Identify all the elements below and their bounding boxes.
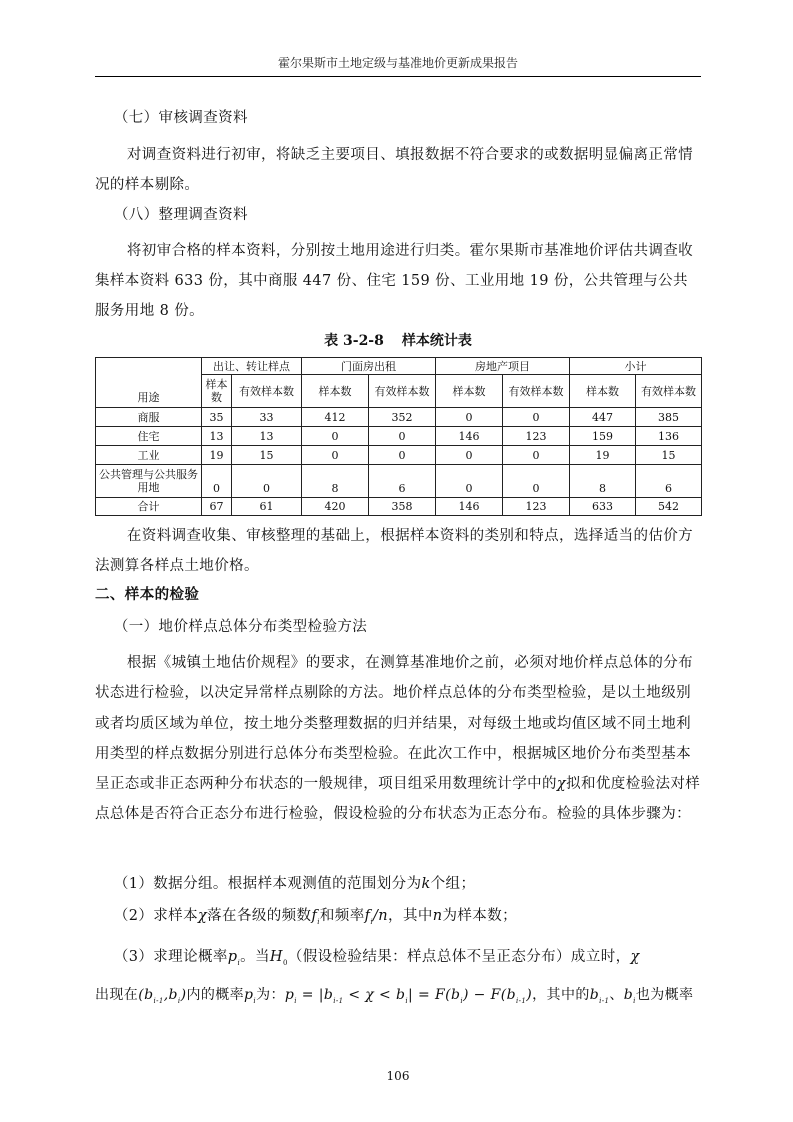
subscript: i: [405, 996, 409, 1005]
subscript: i: [633, 996, 636, 1005]
header-usage: 用途: [96, 358, 202, 408]
formula-part: p: [284, 987, 295, 1003]
separator: 、: [609, 987, 624, 1003]
table-cell: 67: [202, 498, 232, 516]
sub-header: 样本数: [436, 375, 503, 408]
table-cell: 0: [436, 465, 503, 498]
b-symbol: b: [623, 987, 634, 1003]
step-2-text: （2）求样本: [113, 908, 198, 924]
h-symbol: H: [269, 949, 283, 965]
formula-part: ): [526, 987, 533, 1003]
step-3-text: 。当: [240, 949, 270, 965]
table-cell: 0: [302, 427, 369, 446]
step-3-text: 内的概率: [186, 987, 245, 1003]
table-cell: 0: [369, 427, 436, 446]
table-caption-number: 表 3-2-8: [324, 333, 384, 349]
table-row: [96, 408, 702, 427]
k-symbol: k: [421, 876, 431, 892]
subscript: i-1: [153, 996, 164, 1005]
step-3: [95, 947, 720, 973]
chi-symbol: χ: [556, 776, 567, 793]
sub-header: 样本数: [570, 375, 636, 408]
subscript: i: [253, 996, 257, 1005]
table-cell: 146: [436, 498, 503, 516]
subscript: i: [237, 958, 241, 967]
page-header: 霍尔果斯市土地定级与基准地价更新成果报告: [95, 54, 701, 77]
row-label: 商服: [96, 408, 202, 427]
subscript: i: [370, 917, 374, 926]
step-3-text: （假设检验结果：样点总体不呈正态分布）成立时，: [287, 949, 631, 965]
table-cell: 420: [302, 498, 369, 516]
table-cell: 385: [636, 408, 702, 427]
formula-part: < χ < b: [343, 987, 406, 1003]
table-cell: 13: [202, 427, 232, 446]
table-row-total: [96, 498, 702, 516]
subscript: i-1: [599, 996, 610, 1005]
subscript: i: [460, 996, 463, 1005]
n-symbol: /n: [373, 908, 389, 924]
row-label: 公共管理与公共服务用地: [96, 465, 202, 498]
row-label: 合计: [96, 498, 202, 516]
step-2: [95, 906, 720, 932]
table-cell: 8: [570, 465, 636, 498]
subscript: i-1: [516, 996, 527, 1005]
group-header: 出让、转让样点: [202, 358, 302, 375]
table-cell: 123: [503, 427, 570, 446]
step-2-text: 落在各级的频数: [207, 908, 312, 924]
table-cell: 15: [232, 446, 302, 465]
f-symbol: f: [364, 908, 371, 924]
section-8-title: （八）整理调查资料: [113, 207, 248, 223]
paragraph-after-table: 在资料调查收集、审核整理的基础上，根据样本资料的类别和特点，选择适当的估价方法测算各样点土地价格。: [95, 528, 694, 574]
table-cell: 19: [570, 446, 636, 465]
step-3-text: （3）求理论概率: [113, 949, 228, 965]
table-cell: 447: [570, 408, 636, 427]
table-cell: 358: [369, 498, 436, 516]
table-cell: 136: [636, 427, 702, 446]
group-header: 房地产项目: [436, 358, 570, 375]
table-cell: 633: [570, 498, 636, 516]
sub-header: 有效样本数: [636, 375, 702, 408]
table-cell: 6: [369, 465, 436, 498]
group-header: 小计: [570, 358, 702, 375]
step-3-continued: [95, 985, 701, 1011]
paragraph-method: [95, 648, 701, 830]
section-8-body: 将初审合格的样本资料，分别按土地用途进行归类。霍尔果斯市基准地价评估共调查收集样本资料 633 份，其中商服 447 份、住宅 159 份、工业用地 19 份，公共管理与公共服务用地 8 份。: [95, 243, 694, 319]
group-header: 门面房出租: [302, 358, 436, 375]
table-caption-title: 样本统计表: [401, 333, 472, 349]
interval: ): [180, 987, 187, 1003]
table-row: [96, 427, 702, 446]
method-text: 根据《城镇土地估价规程》的要求，在测算基准地价之前，必须对地价样点总体的分布状态进行检验，以决定异常样点剔除的方法。地价样点总体的分布类型检验，是以土地级别或者均质区域为单位，按土地分类整理数据的归并结果，对每级土地或均值区域不同土地利用类型的样点数据分别进行总体分布类型检验。在此次工作中，根据城区地价分布类型基本呈正态或非正态两种分布状态的一般规律，项目组采用数理统计学中的: [95, 655, 694, 793]
table-cell: 8: [302, 465, 369, 498]
chi-symbol: χ: [630, 949, 640, 965]
section-7-body: 对调查资料进行初审，将缺乏主要项目、填报数据不符合要求的或数据明显偏离正常情况的样本剔除。: [95, 147, 694, 193]
sub-header: 有效样本数: [232, 375, 302, 408]
table-cell: 0: [202, 465, 232, 498]
subscript: i: [294, 996, 297, 1005]
table-cell: 123: [503, 498, 570, 516]
subheading-distribution-test: （一）地价样点总体分布类型检验方法: [113, 619, 368, 635]
subscript: i-1: [333, 996, 344, 1005]
step-1-text: （1）数据分组。根据样本观测值的范围划分为: [113, 876, 422, 892]
page-number: 106: [386, 1069, 410, 1083]
table-cell: 61: [232, 498, 302, 516]
table-cell: 352: [369, 408, 436, 427]
table-cell: 0: [302, 446, 369, 465]
step-2-text: 和频率: [319, 908, 365, 924]
n-symbol: n: [432, 908, 443, 924]
table-cell: 0: [503, 408, 570, 427]
table-caption: [95, 330, 701, 350]
sub-header: 有效样本数: [503, 375, 570, 408]
table-cell: 146: [436, 427, 503, 446]
f-symbol: f: [311, 908, 318, 924]
table-cell: 33: [232, 408, 302, 427]
subscript: i: [177, 996, 181, 1005]
formula-part: ) − F(b: [462, 987, 516, 1003]
b-symbol: b: [589, 987, 600, 1003]
sub-header: 有效样本数: [369, 375, 436, 408]
section-7-title: （七）审核调查资料: [113, 110, 248, 126]
step-3-text: 出现在: [95, 987, 139, 1003]
step-3-tail: 也为概率: [635, 987, 694, 1003]
table-cell: 0: [232, 465, 302, 498]
table-cell: 15: [636, 446, 702, 465]
row-label: 住宅: [96, 427, 202, 446]
interval: ,b: [163, 987, 178, 1003]
table-row: [96, 446, 702, 465]
step-1: [95, 874, 720, 894]
interval: (b: [138, 987, 154, 1003]
table-cell: 6: [636, 465, 702, 498]
table-row: [96, 465, 702, 498]
subscript: 0: [282, 958, 288, 967]
table-cell: 35: [202, 408, 232, 427]
table-cell: 542: [636, 498, 702, 516]
table-cell: 0: [436, 408, 503, 427]
heading-sample-test: 二、样本的检验: [95, 586, 200, 603]
step-1-tail: 个组；: [430, 876, 476, 892]
step-3-text: ，其中的: [532, 987, 590, 1003]
probability-formula: [285, 987, 532, 1003]
table-cell: 0: [436, 446, 503, 465]
table-cell: 0: [503, 465, 570, 498]
table-cell: 412: [302, 408, 369, 427]
row-label: 工业: [96, 446, 202, 465]
step-2-tail: 为样本数；: [442, 908, 517, 924]
table-cell: 0: [503, 446, 570, 465]
step-3-text: 为：: [256, 987, 285, 1003]
table-cell: 159: [570, 427, 636, 446]
formula-part: | = F(b: [408, 987, 461, 1003]
table-cell: 0: [369, 446, 436, 465]
sample-statistics-table: [95, 357, 702, 516]
p-symbol: p: [244, 987, 254, 1003]
table-cell: 19: [202, 446, 232, 465]
formula-part: = |b: [296, 987, 334, 1003]
sub-header: 样本数: [302, 375, 369, 408]
table-cell: 13: [232, 427, 302, 446]
sub-header: 样本数: [202, 375, 232, 408]
step-2-text: ，其中: [388, 908, 433, 924]
p-symbol: p: [227, 949, 238, 965]
chi-symbol: χ: [197, 908, 208, 924]
method-text-tail: 拟和优度检验法对样点总体是否符合正态分布进行检验，假设检验的分布状态为正态分布。检验的具体步骤为：: [95, 776, 701, 823]
subscript: i: [317, 917, 320, 926]
